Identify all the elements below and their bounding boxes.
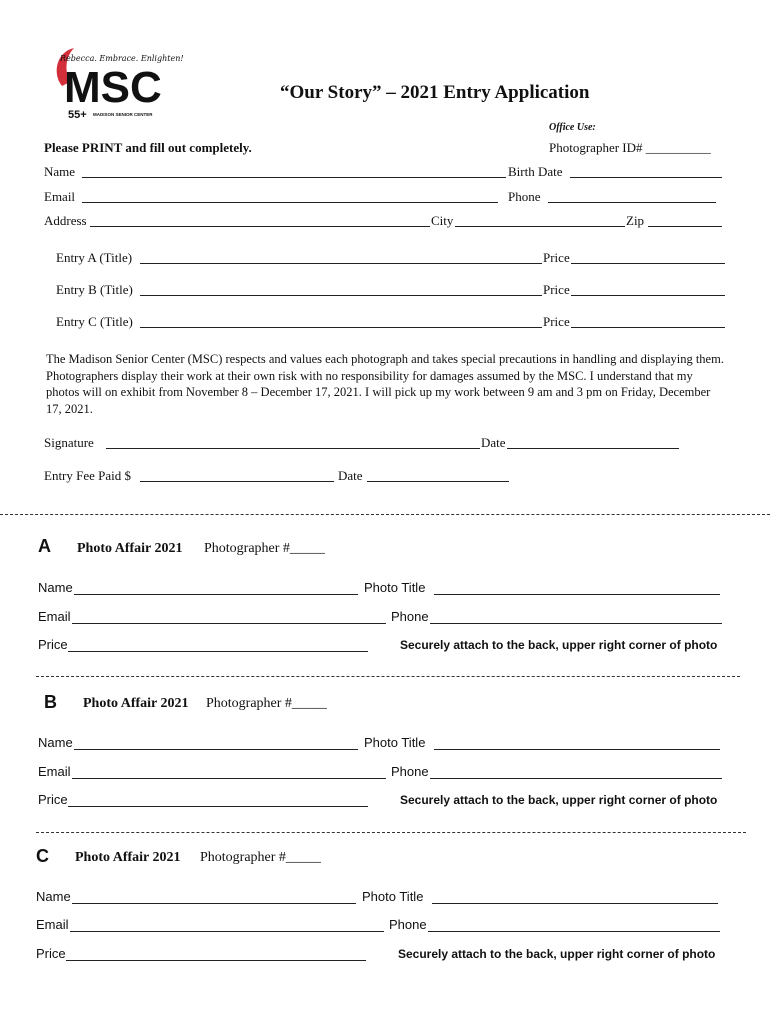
entry-b-field[interactable] (140, 295, 542, 296)
tag-c-email-label: Email (36, 917, 69, 932)
tag-c-photo-title-field[interactable] (432, 903, 718, 904)
tag-a-photographer: Photographer #_____ (204, 541, 325, 556)
tag-c-price-label: Price (36, 946, 66, 961)
signature-date-label: Date (481, 435, 506, 450)
cut-line-c (36, 832, 746, 833)
cut-line-b (36, 676, 740, 677)
birth-date-field[interactable] (570, 177, 722, 178)
entry-c-price-field[interactable] (571, 327, 725, 328)
tag-c-price-field[interactable] (66, 960, 366, 961)
city-field[interactable] (455, 226, 625, 227)
entry-b-price-field[interactable] (571, 295, 725, 296)
name-field[interactable] (82, 177, 506, 178)
email-field[interactable] (82, 202, 498, 203)
tag-c-phone-field[interactable] (428, 931, 720, 932)
zip-field[interactable] (648, 226, 722, 227)
tag-a-price-label: Price (38, 637, 68, 652)
tag-b-email-field[interactable] (72, 778, 386, 779)
city-label: City (431, 213, 454, 228)
entry-c-price-label: Price (543, 314, 570, 329)
cut-line-a (0, 514, 770, 515)
entry-a-label: Entry A (Title) (56, 250, 133, 265)
entry-c-field[interactable] (140, 327, 542, 328)
signature-date-field[interactable] (507, 448, 679, 449)
phone-label: Phone (508, 189, 541, 204)
signature-field[interactable] (106, 448, 480, 449)
logo-age: 55+ (68, 109, 87, 121)
tag-b-letter: B (44, 692, 57, 712)
tag-a-letter: A (38, 536, 51, 556)
tag-c-name-field[interactable] (72, 903, 356, 904)
page-title: “Our Story” – 2021 Entry Application (280, 82, 590, 103)
tag-c-phone-label: Phone (389, 917, 427, 932)
phone-field[interactable] (548, 202, 716, 203)
tag-c-photo-title-label: Photo Title (362, 889, 424, 904)
tag-b-price-label: Price (38, 792, 68, 807)
address-field[interactable] (90, 226, 430, 227)
logo-brand: MSC (64, 63, 162, 112)
tag-c-letter: C (36, 846, 49, 866)
tag-b-phone-label: Phone (391, 764, 429, 779)
birth-date-label: Birth Date (508, 164, 563, 179)
entry-b-price-label: Price (543, 282, 570, 297)
tag-a-attach-note: Securely attach to the back, upper right corner of photo (400, 638, 718, 652)
tag-b-price-field[interactable] (68, 806, 368, 807)
logo-org: MADISON SENIOR CENTER (93, 112, 153, 117)
name-label: Name (44, 164, 76, 179)
tag-c-photographer: Photographer #_____ (200, 850, 321, 865)
policy-text: The Madison Senior Center (MSC) respects and values each photograph and takes special precautions in handling and displaying them. Photographers display their work at their own risk with no responsibility for damages assumed by the MSC. I understand that my photos will on exhibit from November 8 – December 17, 2021. I will pick up my work between 9 am and 3 pm on Friday, December 17, 2021. (46, 352, 724, 416)
tag-b-photographer: Photographer #_____ (206, 696, 327, 711)
logo-tagline: Rebecca. Embrace. Enlighten! (60, 54, 184, 63)
tag-a-price-field[interactable] (68, 651, 368, 652)
tag-b-email-label: Email (38, 764, 71, 779)
tag-a-email-field[interactable] (72, 623, 386, 624)
address-label: Address (44, 213, 87, 228)
tag-c-email-field[interactable] (70, 931, 384, 932)
tag-b-phone-field[interactable] (430, 778, 722, 779)
instructions: Please PRINT and fill out completely. (44, 140, 252, 155)
entry-a-price-label: Price (543, 250, 570, 265)
office-use-label: Office Use: (549, 122, 596, 133)
entry-fee-label: Entry Fee Paid $ (44, 468, 132, 483)
tag-b-heading: Photo Affair 2021 (83, 696, 189, 711)
tag-b-name-field[interactable] (74, 749, 358, 750)
entry-a-price-field[interactable] (571, 263, 725, 264)
tag-b-name-label: Name (38, 735, 73, 750)
tag-b-photo-title-field[interactable] (434, 749, 720, 750)
entry-fee-date-field[interactable] (367, 481, 509, 482)
tag-c-name-label: Name (36, 889, 71, 904)
signature-label: Signature (44, 435, 94, 450)
entry-fee-date-label: Date (338, 468, 363, 483)
msc-logo (48, 44, 184, 122)
tag-b-attach-note: Securely attach to the back, upper right corner of photo (400, 793, 718, 807)
zip-label: Zip (626, 213, 645, 228)
msc-logo-graphic (48, 44, 184, 122)
tag-a-name-field[interactable] (74, 594, 358, 595)
entry-fee-field[interactable] (140, 481, 334, 482)
email-label: Email (44, 189, 76, 204)
tag-a-phone-label: Phone (391, 609, 429, 624)
entry-c-label: Entry C (Title) (56, 314, 133, 329)
photographer-id: Photographer ID# __________ (549, 140, 711, 155)
tag-a-photo-title-field[interactable] (434, 594, 720, 595)
tag-a-heading: Photo Affair 2021 (77, 541, 183, 556)
entry-b-label: Entry B (Title) (56, 282, 133, 297)
tag-b-photo-title-label: Photo Title (364, 735, 426, 750)
tag-a-email-label: Email (38, 609, 71, 624)
tag-c-heading: Photo Affair 2021 (75, 850, 181, 865)
tag-a-photo-title-label: Photo Title (364, 580, 426, 595)
tag-a-phone-field[interactable] (430, 623, 722, 624)
tag-c-attach-note: Securely attach to the back, upper right corner of photo (398, 947, 716, 961)
entry-a-field[interactable] (140, 263, 542, 264)
tag-a-name-label: Name (38, 580, 73, 595)
